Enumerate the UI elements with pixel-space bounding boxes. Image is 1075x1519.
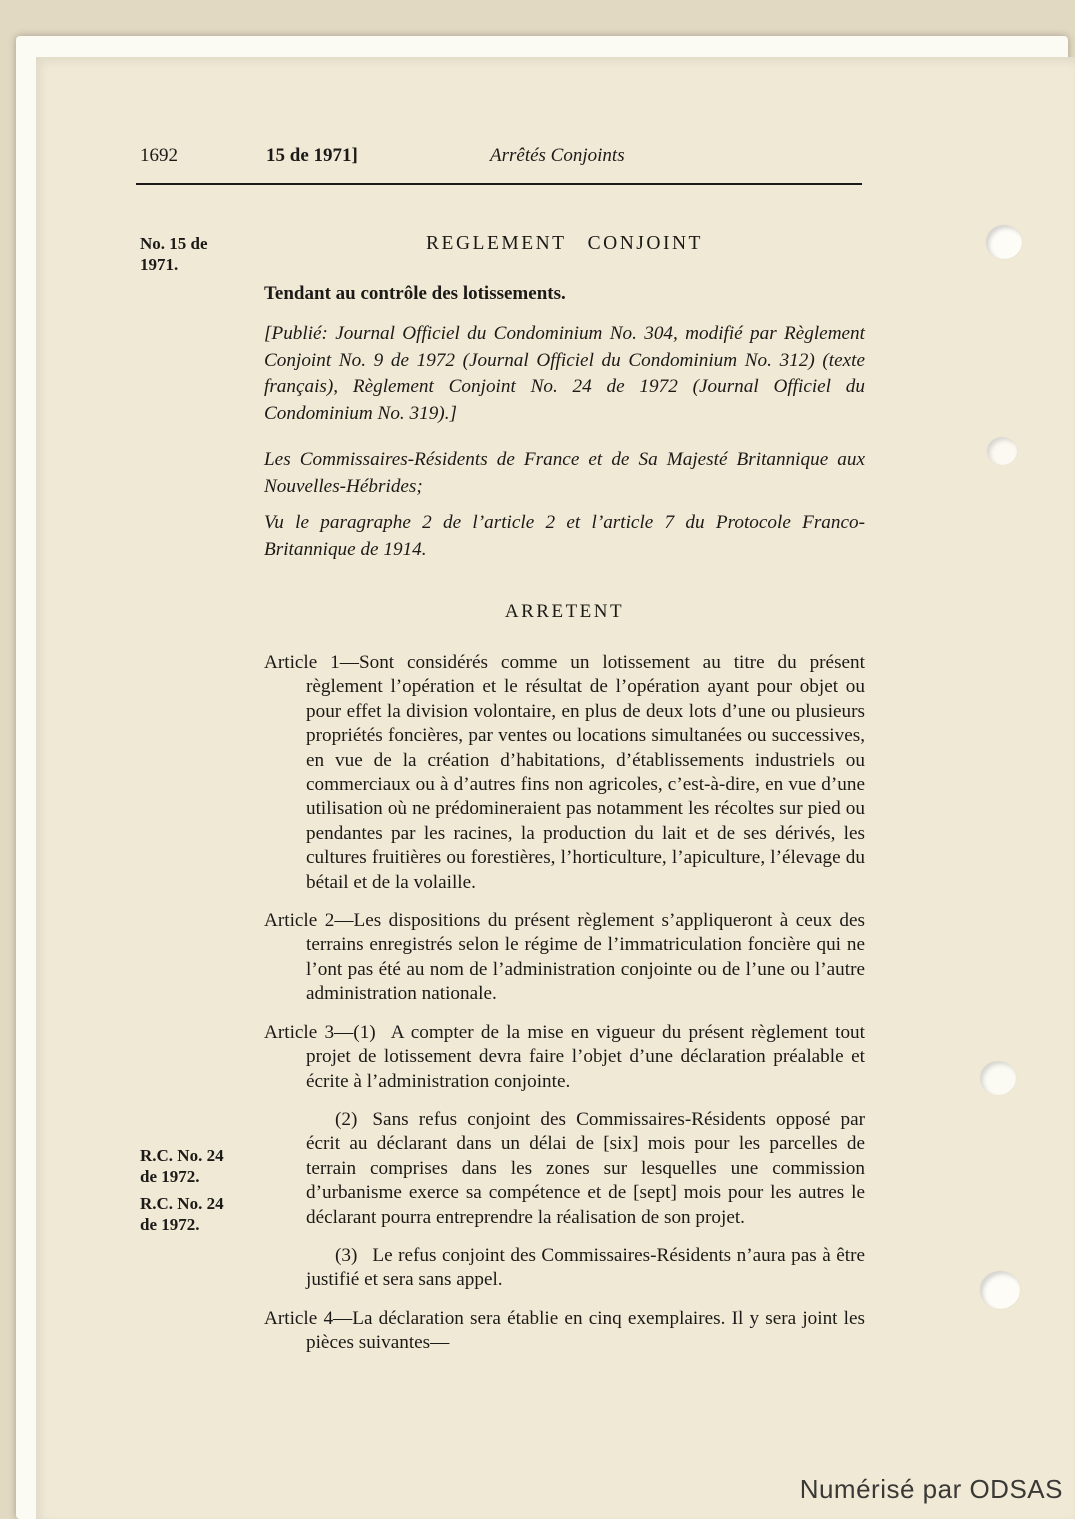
header-rule (136, 183, 862, 185)
article-3-label: Article 3—(1) (264, 1021, 376, 1043)
article-4 (264, 1307, 865, 1356)
document-body (264, 233, 865, 1370)
article-1 (264, 651, 865, 895)
article-1-label: Article 1— (264, 652, 359, 673)
publication-note: [Publié: Journal Officiel du Condominium No. 304, modifié par Règlement Conjoint No. 9 de 1972 (Journal Officiel du Condominium No. 312) (texte français), Règlement Conjoint No. 24 de 1972 (Journal Officiel du Condominium No. 319).] (264, 323, 865, 424)
para-3-label: (3) (335, 1244, 358, 1266)
page-header (138, 145, 862, 171)
margin-note-regulation: No. 15 de 1971. (140, 234, 208, 274)
punch-hole (987, 437, 1017, 465)
article-4-label: Article 4— (264, 1307, 353, 1329)
article-3-para-1 (264, 1021, 865, 1094)
preamble-parties: Les Commissaires-Résidents de France et de Sa Majesté Britannique aux Nouvelles-Hébrides; (264, 449, 865, 497)
article-1-text: Sont considérés comme un lotissement au titre du présent règlement l’opération et le résultat de l’opération ayant pour objet ou pour effet la division volontaire, en plus de deux lots d’une ou plusieurs propriétés foncières, par ventes ou locations simultanées ou successives, en vue de la création d’habitations, d’établissements industriels ou commerciaux ou à d’autres fins non agricoles, c’est-à-dire, en vue d’une utilisation où ne prédomineraient pas notamment les récoltes sur pied ou pendantes par les racines, la production du lait et de ses dérivés, les cultures fruitières ou forestières, l’horticulture, l’apiculture, l’élevage du bétail et de la volaille. (306, 652, 865, 893)
article-3-para-3 (264, 1244, 865, 1293)
document-subtitle: Tendant au contrôle des lotissements. (264, 283, 566, 304)
document-page (36, 57, 1075, 1519)
article-3-para-2 (264, 1108, 865, 1230)
decree-heading: ARRETENT (504, 601, 625, 622)
page-number: 1692 (140, 145, 178, 166)
article-3-text: A compter de la mise en vigueur du présent règlement tout projet de lotissement devra faire l’objet d’une déclaration préalable et écrite à l’administration conjointe. (306, 1021, 865, 1092)
article-2 (264, 909, 865, 1007)
margin-note-rc-24-a: R.C. No. 24 de 1972. (140, 1146, 224, 1186)
punch-hole (980, 1061, 1016, 1095)
document-title: REGLEMENT CONJOINT (426, 233, 703, 254)
running-title: Arrêtés Conjoints (490, 145, 625, 166)
preamble-vu: Vu le paragraphe 2 de l’article 2 et l’article 7 du Protocole Franco-Britannique de 1914. (264, 512, 865, 560)
para-2-text: Sans refus conjoint des Commissaires-Résidents opposé par écrit au déclarant dans un délai de [six] mois pour les parcelles de terrain comprises dans les zones sur lesquelles une commission d’urbanisme exerce sa compétence et de [sept] mois pour les autres le déclarant pourra entreprendre la réalisation de son projet. (306, 1108, 865, 1228)
article-4-text: La déclaration sera établie en cinq exemplaires. Il y sera joint les pièces suivantes— (306, 1307, 865, 1354)
para-3-text: Le refus conjoint des Commissaires-Résidents n’aura pas à être justifié et sera sans appel. (306, 1244, 865, 1291)
article-2-label: Article 2— (264, 910, 354, 932)
scan-credit: Numérisé par ODSAS (799, 1474, 1063, 1504)
margin-note-rc-24-b: R.C. No. 24 de 1972. (140, 1194, 224, 1234)
issue-reference: 15 de 1971] (266, 145, 358, 166)
punch-hole (980, 1271, 1020, 1309)
para-2-label: (2) (335, 1108, 358, 1130)
punch-hole (986, 225, 1022, 259)
article-2-text: Les dispositions du présent règlement s’appliqueront à ceux des terrains enregistrés selon le régime de l’immatriculation foncière qui ne l’ont pas été au nom de l’administration conjointe ou de l’une ou l’autre administration nationale. (306, 910, 865, 1005)
